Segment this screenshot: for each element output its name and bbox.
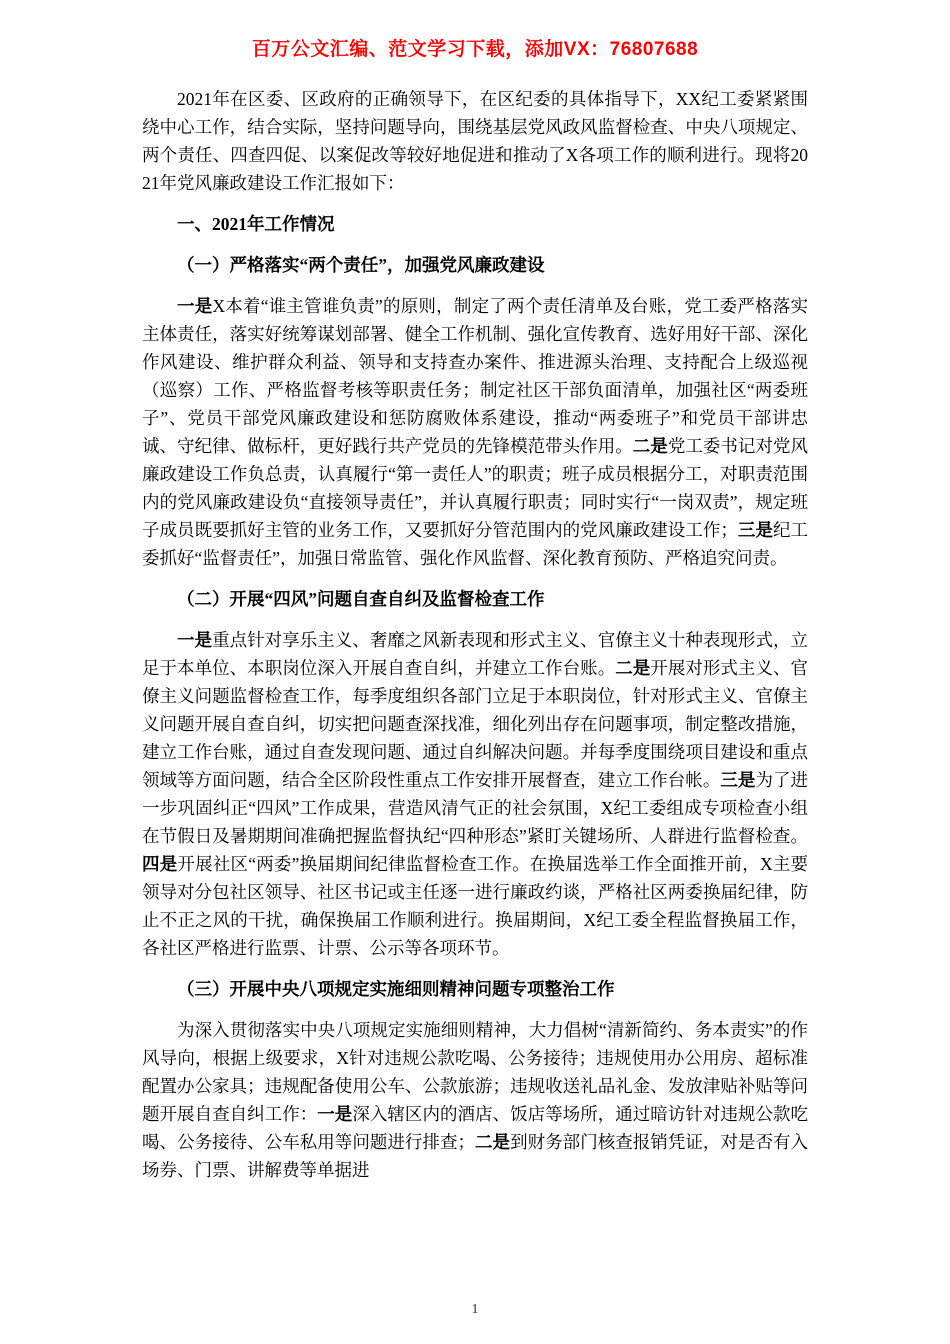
paragraph [142,626,808,962]
text-run: （一）严格落实“两个责任”，加强党风廉政建设 [177,255,545,275]
text-run: 二是 [615,658,651,678]
text-run: 党工委书记对党风廉政建设工作负总责，认真履行“第一责任人”的职责；班子成员根据分工，对职责范围内的党风廉政建设负“直接领导责任”，并认真履行职责；同时实行“一岗双责”，规定班子成员既要抓好主管的业务工作，又要抓好分管范围内的党风廉政建设工作； [142,436,809,540]
text-run: 深入辖区内的酒店、饭店等场所，通过暗访针对违规公款吃喝、公务接待、公车私用等问题进行排查； [142,1104,809,1152]
document-body [142,85,808,1184]
heading [142,975,808,1003]
text-run: 开展社区“两委”换届期间纪律监督检查工作。在换届选举工作全面推开前，X主要领导对分包社区领导、社区书记或主任逐一进行廉政约谈，严格社区两委换届纪律，防止不正之风的干扰，确保换届工作顺利进行。换届期间，X纪工委全程监督换届工作，各社区严格进行监票、计票、公示等各项环节。 [142,854,809,958]
text-run: 一、2021年工作情况 [177,214,335,234]
text-run: 为深入贯彻落实中央八项规定实施细则精神，大力倡树“清新简约、务本责实”的作风导向，根据上级要求，X针对违规公款吃喝、公务接待；违规使用办公用房、超标准配置办公家具；违规配备使用公车、公款旅游；违规收送礼品礼金、发放津贴补贴等问题开展自查自纠工作： [142,1020,808,1124]
text-run: 一是 [177,296,213,316]
page-number: 1 [471,1302,479,1317]
text-run: 到财务部门核查报销凭证，对是否有入场券、门票、讲解费等单据进 [142,1132,809,1180]
text-run: 二是 [632,436,668,456]
text-run: 纪工委抓好“监督责任”，加强日常监管、强化作风监督、深化教育预防、严格追究问责。 [142,520,809,568]
text-run: 三是 [737,520,773,540]
text-run: X本着“谁主管谁负责”的原则，制定了两个责任清单及台账，党工委严格落实主体责任，落实好统筹谋划部署、健全工作机制、强化宣传教育、选好用好干部、深化作风建设、维护群众利益、领导和支持查办案件、推进源头治理、支持配合上级巡视（巡察）工作、严格监督考核等职责任务；制定社区干部负面清单，加强社区“两委班子”、党员干部党风廉政建设和惩防腐败体系建设，推动“两委班子”和党员干部讲忠诚、守纪律、做标杆，更好践行共产党员的先锋模范带头作用。 [142,296,809,456]
text-run: 一是 [317,1104,353,1124]
text-run: 2021年在区委、区政府的正确领导下，在区纪委的具体指导下，XX纪工委紧紧围绕中心工作，结合实际，坚持问题导向，围绕基层党风政风监督检查、中央八项规定、两个责任、四查四促、以案促改等较好地促进和推动了X各项工作的顺利进行。现将2021年党风廉政建设工作汇报如下： [142,89,808,193]
text-run: 三是 [720,770,756,790]
text-run: 开展对形式主义、官僚主义问题监督检查工作，每季度组织各部门立足于本职岗位，针对形式主义、官僚主义问题开展自查自纠，切实把问题查深找准，细化列出存在问题事项，制定整改措施，建立工作台账，通过自查发现问题、通过自纠解决问题。并每季度围绕项目建设和重点领域等方面问题，结合全区阶段性重点工作安排开展督查，建立工作台帐。 [142,658,809,790]
watermark-header: 百万公文汇编、范文学习下载，添加VX：76807688 [251,39,699,60]
heading [142,210,808,238]
text-run: 为了进一步巩固纠正“四风”工作成果，营造风清气正的社会氛围，X纪工委组成专项检查小组在节假日及暑期期间准确把握监督执纪“四种形态”紧盯关键场所、人群进行监督检查。 [142,770,809,846]
paragraph [142,85,808,197]
text-run: （三）开展中央八项规定实施细则精神问题专项整治工作 [177,979,615,999]
heading [142,251,808,279]
text-run: 四是 [142,854,178,874]
text-run: 重点针对享乐主义、奢靡之风新表现和形式主义、官僚主义十种表现形式，立足于本单位、本职岗位深入开展自查自纠，并建立工作台账。 [142,630,809,678]
paragraph [142,1016,808,1184]
heading [142,585,808,613]
text-run: 二是 [475,1132,511,1152]
text-run: （二）开展“四风”问题自查自纠及监督检查工作 [177,589,545,609]
text-run: 一是 [177,630,213,650]
paragraph [142,292,808,572]
